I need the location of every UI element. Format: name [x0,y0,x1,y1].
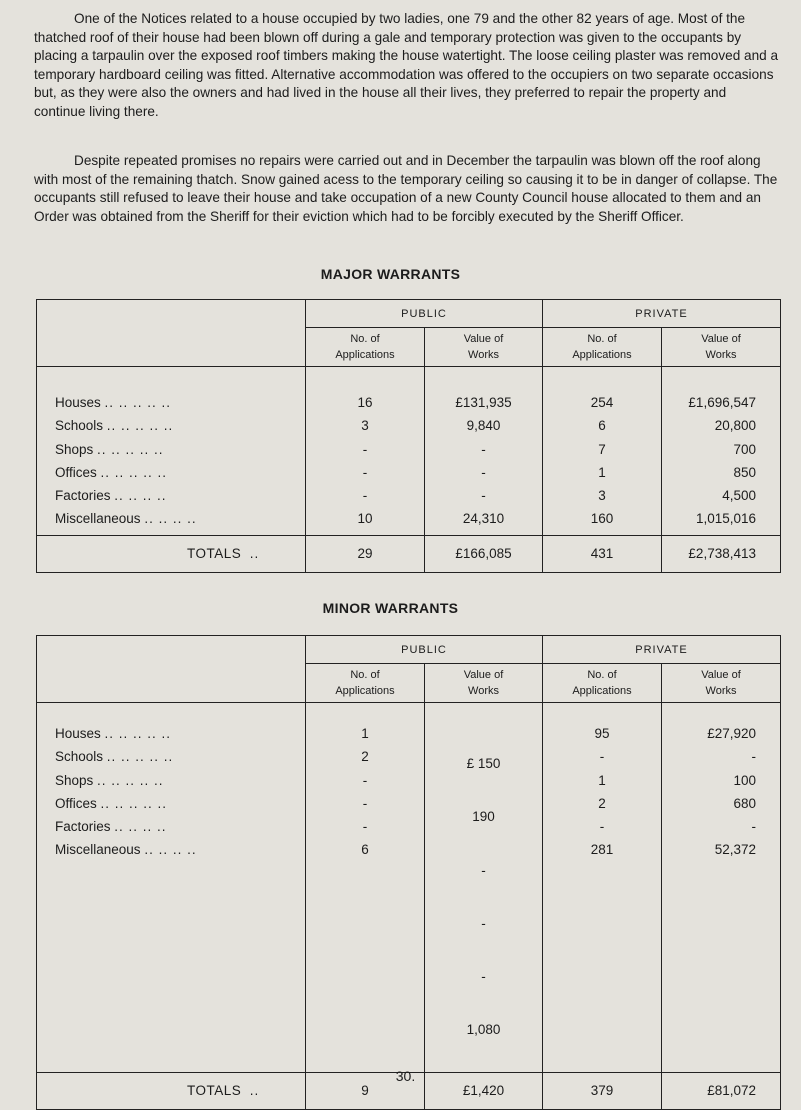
totals-public-applications: 9 [306,1072,425,1109]
label-column [37,367,306,536]
header-private-value-works: Value of Works [662,328,781,367]
totals-private-value: £81,072 [662,1072,781,1109]
table-body [37,703,781,1073]
row-label: Schools .. .. .. .. .. [55,749,174,765]
totals-public-value: £1,420 [425,1072,543,1109]
row-label: Offices .. .. .. .. .. [55,795,168,811]
private-value-column: £27,920 - 100 680 - 52,372 [662,703,781,1073]
public-applications-column: 16 3 - - - 10 [306,367,425,536]
row-label: Houses .. .. .. .. .. [55,395,172,410]
row-label: Miscellaneous .. .. .. .. [55,511,197,527]
private-value-column: £1,696,547 20,800 700 850 4,500 1,015,016 [662,367,781,536]
row-label: Shops .. .. .. .. .. [55,772,164,788]
row-label: Houses .. .. .. .. .. [55,726,172,741]
header-private: PRIVATE [543,636,781,664]
header-private-value-works: Value of Works [662,664,781,703]
row-label: Miscellaneous .. .. .. .. [55,842,197,858]
private-applications-column: 254 6 7 1 3 160 [543,367,662,536]
row-label: Schools .. .. .. .. .. [55,418,174,434]
public-value-column: £131,935 9,840 - - - 24,310 [425,367,543,536]
table-body [37,367,781,536]
table-group-header [37,636,781,664]
header-private-no-applications: No. of Applications [543,328,662,367]
totals-private-applications: 431 [543,535,662,572]
public-applications-column: 1 2 - - - 6 [306,703,425,1073]
page-number: 30. [395,1068,416,1084]
table-group-header [37,300,781,328]
header-public-no-applications: No. of Applications [306,328,425,367]
totals-public-applications: 29 [306,535,425,572]
label-column [37,703,306,1073]
header-corner [37,300,306,367]
header-private: PRIVATE [543,300,781,328]
minor-warrants-table [36,635,781,1110]
header-public-no-applications: No. of Applications [306,664,425,703]
totals-private-applications: 379 [543,1072,662,1109]
header-corner [37,636,306,703]
row-label: Factories .. .. .. .. [55,819,167,835]
header-private-no-applications: No. of Applications [543,664,662,703]
header-public: PUBLIC [306,636,543,664]
header-public-value-works: Value of Works [425,664,543,703]
header-public-value-works: Value of Works [425,328,543,367]
header-public: PUBLIC [306,300,543,328]
paragraph-notice-tarpaulin: One of the Notices related to a house occupied by two ladies, one 79 and the other 82 years of age. Most of the thatched roof of their house had been blown off during a gale and temporary protection was given to the occupants by placing a tarpaulin over the exposed roof timbers making the house watertight. The loose ceiling plaster was removed and a temporary hardboard ceiling was fitted. Alternative accommodation was offered to the occupiers on two separate occasions but, as they were also the owners and had lived in the house all their lives, they preferred to repair the property and continue living there. [34,11,779,119]
row-label: Factories .. .. .. .. [55,488,167,504]
totals-private-value: £2,738,413 [662,535,781,572]
totals-label: TOTALS .. [37,535,306,572]
major-warrants-title: MAJOR WARRANTS [320,266,461,282]
major-warrants-table [36,299,781,573]
private-applications-column: 95 - 1 2 - 281 [543,703,662,1073]
paragraph-eviction: Despite repeated promises no repairs were carried out and in December the tarpaulin was blown off the roof along with most of the remaining thatch. Snow gained acess to the temporary ceiling so causing it to be in danger of collapse. The occupants still refused to leave their house and take occupation of a new County Council house allocated to them and an Order was obtained from the Sheriff for their eviction which had to be forcibly executed by the Sheriff Officer. [34,153,778,224]
totals-row [37,535,781,572]
minor-warrants-title: MINOR WARRANTS [322,600,459,616]
totals-public-value: £166,085 [425,535,543,572]
totals-label: TOTALS .. [37,1072,306,1109]
row-label: Shops .. .. .. .. .. [55,441,164,457]
row-label: Offices .. .. .. .. .. [55,464,168,480]
public-value-column: £ 150 190 - - - 1,080 [425,703,543,1073]
